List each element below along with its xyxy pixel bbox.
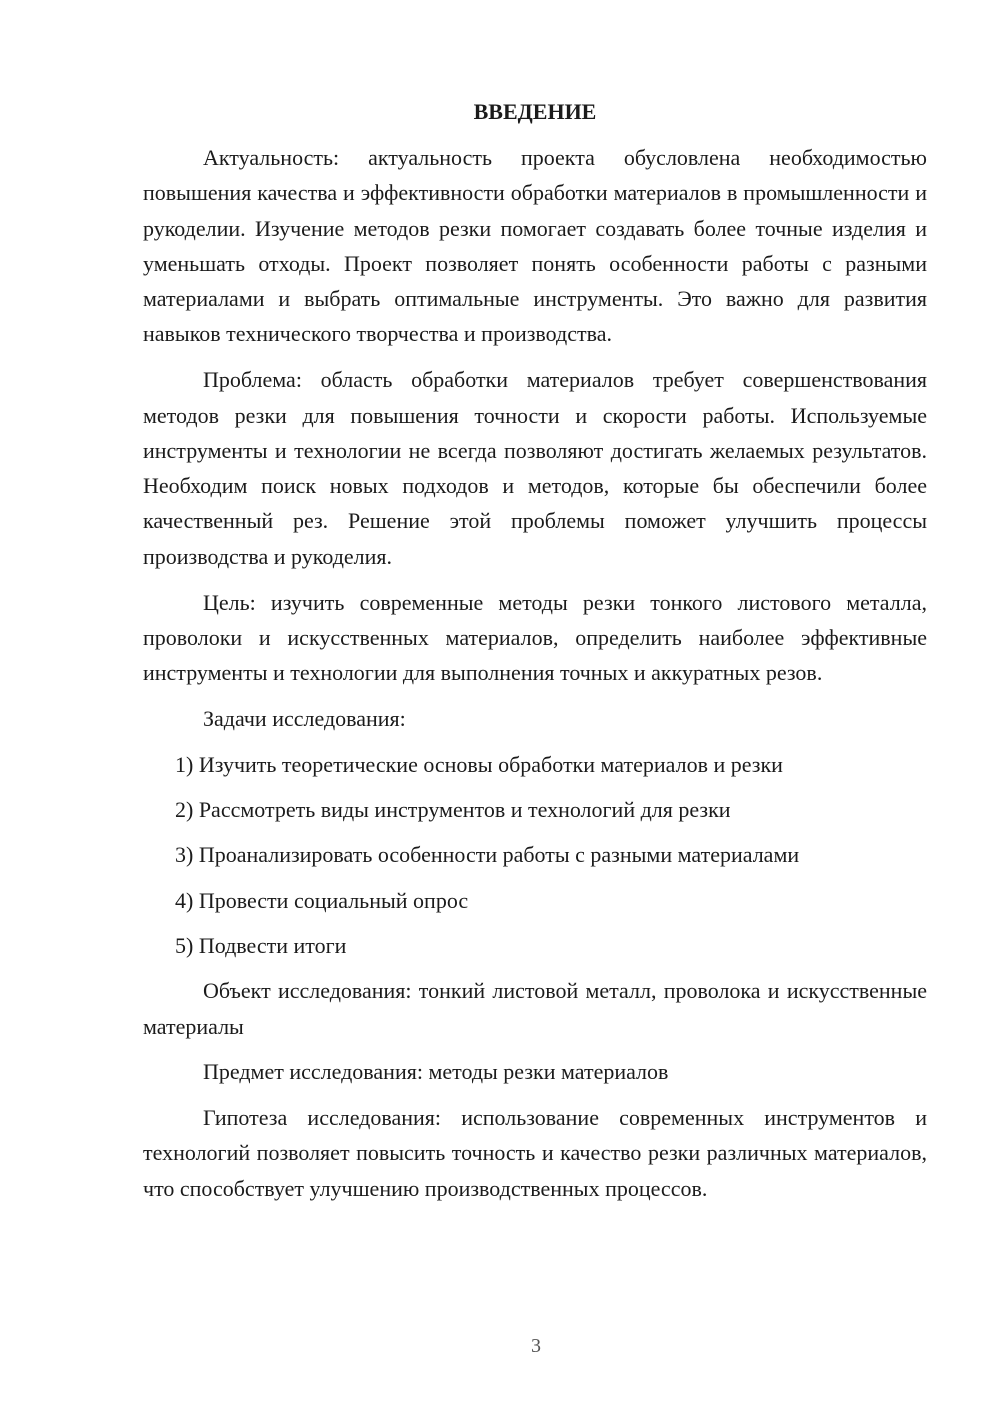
object-paragraph: Объект исследования: тонкий листовой металл, проволока и искусственные материалы [143, 978, 927, 1039]
page-content [143, 94, 927, 1217]
task-item-5: 5) Подвести итоги [175, 932, 347, 958]
hypothesis-paragraph: Гипотеза исследования: использование современных инструментов и технологий позволяет повысить точность и качество резки различных материалов, что способствует улучшению производственных процессов. [143, 1105, 927, 1201]
task-item-4: 4) Провести социальный опрос [175, 887, 469, 913]
tasks-list [143, 747, 927, 963]
task-item-1: 1) Изучить теоретические основы обработки материалов и резки [175, 751, 783, 777]
goal-paragraph: Цель: изучить современные методы резки тонкого листового металла, проволоки и искусственных материалов, определить наиболее эффективные инструменты и технологии для выполнения точных и аккуратных резов. [143, 589, 927, 686]
problem-paragraph: Проблема: область обработки материалов требует совершенствования методов резки для повышения точности и скорости работы. Используемые инструменты и технологии не всегда позволяют достигать желаемых результатов. Необходим поиск новых подходов и методов, которые бы обеспечили более качественный рез. Решение этой проблемы поможет улучшить процессы производства и рукоделия. [143, 367, 927, 569]
task-item-3: 3) Проанализировать особенности работы с разными материалами [175, 842, 800, 868]
section-heading: ВВЕДЕНИЕ [473, 99, 597, 124]
task-item-2: 2) Рассмотреть виды инструментов и технологий для резки [175, 797, 731, 823]
tasks-heading: Задачи исследования: [203, 705, 406, 731]
page-number: 3 [531, 1335, 541, 1357]
relevance-paragraph: Актуальность: актуальность проекта обусловлена необходимостью повышения качества и эффективности обработки материалов в промышленности и рукоделии. Изучение методов резки помогает создавать более точные изделия и уменьшать отходы. Проект позволяет понять особенности работы с разными материалами и выбрать оптимальные инструменты. Это важно для развития навыков технического творчества и производства. [143, 145, 927, 347]
subject-paragraph: Предмет исследования: методы резки материалов [203, 1059, 669, 1085]
